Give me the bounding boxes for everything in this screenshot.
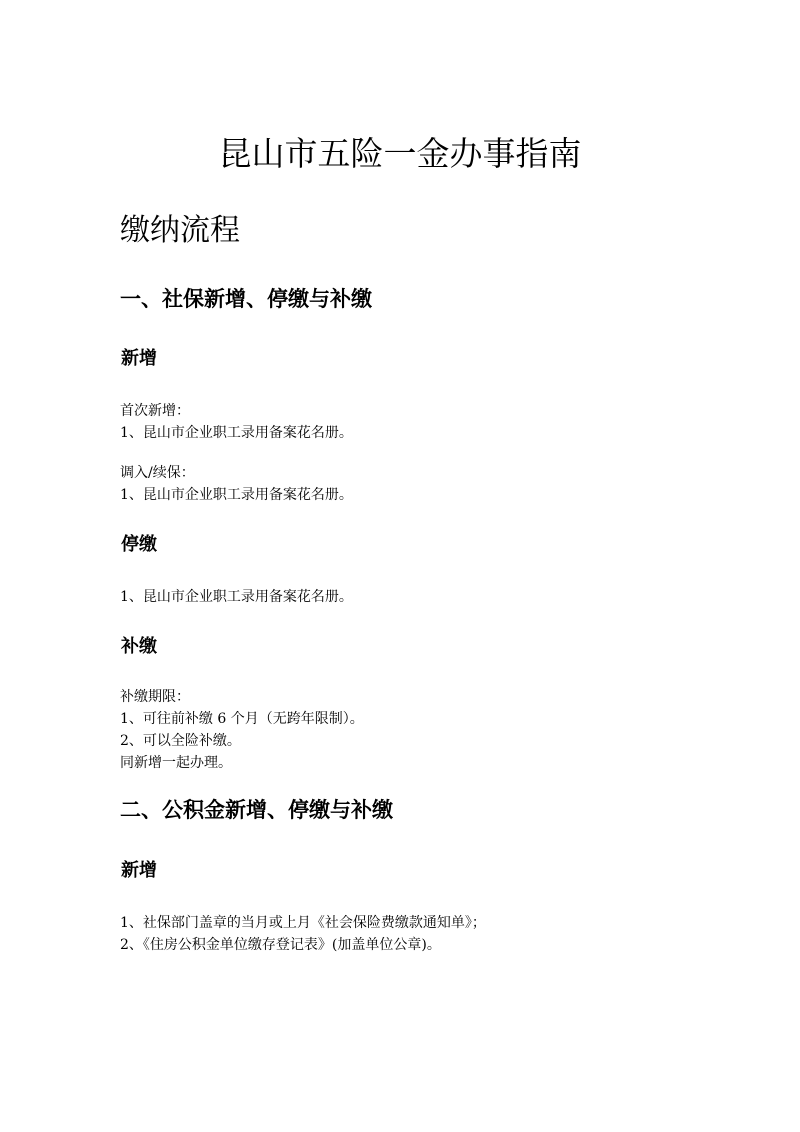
part2-heading: 二、公积金新增、停缴与补缴 (120, 797, 393, 822)
back-item-1: 1、可往前补缴 6 个月（无跨年限制）。 (120, 711, 364, 727)
part1-new-subheading: 新增 (121, 348, 157, 369)
part1-heading: 一、社保新增、停缴与补缴 (120, 286, 372, 311)
first-new-label: 首次新增： (120, 403, 190, 419)
part2-new-subheading: 新增 (121, 860, 157, 881)
first-new-item-1: 1、昆山市企业职工录用备案花名册。 (120, 425, 353, 441)
back-period-label: 补缴期限： (120, 689, 190, 705)
part1-back-subheading: 补缴 (121, 636, 157, 657)
transfer-item-1: 1、昆山市企业职工录用备案花名册。 (120, 487, 353, 503)
back-item-2: 2、可以全险补缴。 (120, 733, 241, 749)
part1-stop-subheading: 停缴 (121, 534, 157, 555)
section-heading: 缴纳流程 (120, 213, 240, 248)
document-title: 昆山市五险一金办事指南 (218, 134, 582, 173)
part2-new-item-1: 1、社保部门盖章的当月或上月《社会保险费缴款通知单》； (120, 915, 486, 931)
transfer-label: 调入/续保： (120, 465, 195, 481)
back-note: 同新增一起办理。 (120, 755, 232, 771)
part2-new-item-2: 2、《住房公积金单位缴存登记表》(加盖单位公章)。 (120, 937, 441, 953)
stop-item-1: 1、昆山市企业职工录用备案花名册。 (120, 589, 353, 605)
